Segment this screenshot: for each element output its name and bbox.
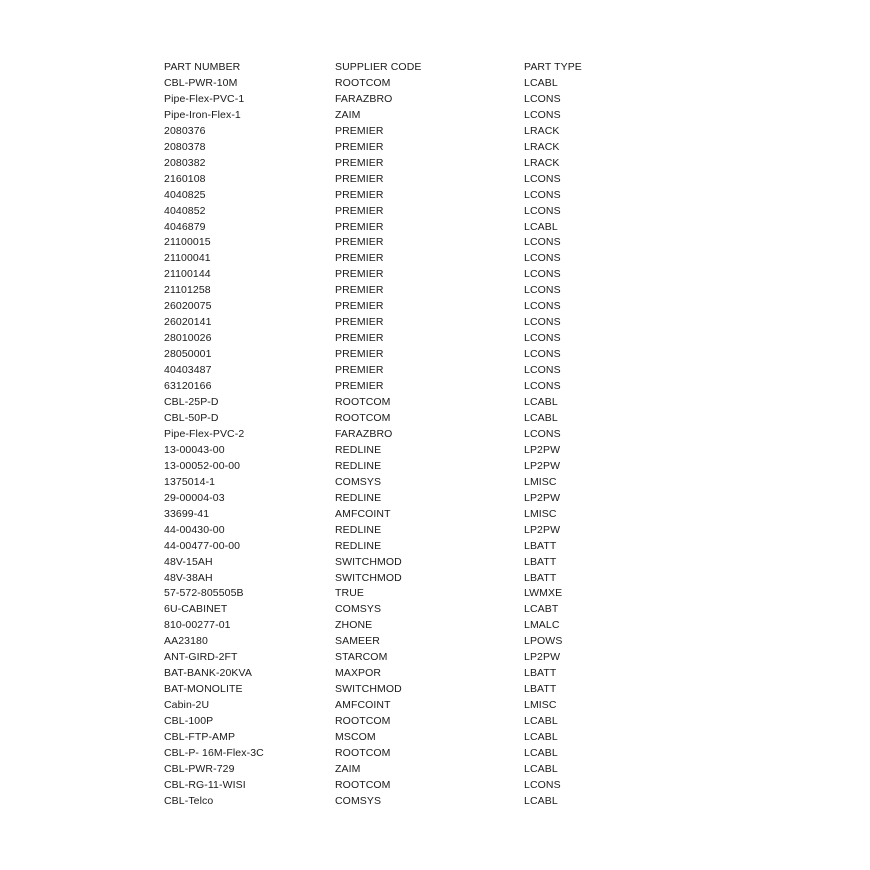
- table-row: [164, 140, 604, 156]
- table-row: [164, 682, 604, 698]
- part-number-cell: BAT-BANK-20KVA: [164, 667, 252, 680]
- supplier-code-cell: REDLINE: [335, 491, 382, 504]
- supplier-code-cell: PREMIER: [335, 380, 384, 393]
- part-type-cell: LCONS: [524, 92, 561, 105]
- supplier-code-cell: PREMIER: [335, 172, 384, 185]
- part-type-cell: LCABL: [524, 746, 558, 759]
- table-row: [164, 443, 604, 459]
- part-number-cell: CBL-PWR-729: [164, 762, 235, 775]
- table-row: [164, 411, 604, 427]
- part-number-cell: 21100015: [164, 236, 211, 249]
- table-row: [164, 618, 604, 634]
- supplier-code-cell: STARCOM: [335, 651, 388, 664]
- part-type-cell: LMALC: [524, 619, 560, 632]
- part-type-cell: LCONS: [524, 108, 561, 121]
- part-type-cell: LRACK: [524, 124, 560, 137]
- part-number-cell: 44-00477-00-00: [164, 539, 241, 552]
- part-number-cell: CBL-P- 16M-Flex-3C: [164, 746, 264, 759]
- part-type-cell: LCABL: [524, 715, 558, 728]
- supplier-code-cell: COMSYS: [335, 475, 382, 488]
- table-row: [164, 331, 604, 347]
- table-row: [164, 571, 604, 587]
- part-type-cell: LCABL: [524, 396, 558, 409]
- part-number-cell: 21101258: [164, 284, 211, 297]
- table-row: [164, 315, 604, 331]
- table-row: [164, 698, 604, 714]
- supplier-code-cell: ROOTCOM: [335, 411, 391, 424]
- supplier-code-cell: PREMIER: [335, 364, 384, 377]
- table-row: [164, 491, 604, 507]
- part-number-cell: 44-00430-00: [164, 523, 225, 536]
- supplier-code-cell: PREMIER: [335, 348, 384, 361]
- part-type-cell: LCABL: [524, 76, 558, 89]
- table-row: [164, 602, 604, 618]
- part-number-cell: CBL-100P: [164, 715, 214, 728]
- part-number-cell: 1375014-1: [164, 475, 216, 488]
- part-type-cell: LCONS: [524, 316, 561, 329]
- part-type-cell: LRACK: [524, 156, 560, 169]
- part-number-cell: 2080382: [164, 156, 206, 169]
- table-row: [164, 156, 604, 172]
- part-number-cell: BAT-MONOLITE: [164, 683, 243, 696]
- supplier-code-cell: ROOTCOM: [335, 396, 391, 409]
- part-type-cell: LCABL: [524, 794, 558, 807]
- part-number-cell: 2160108: [164, 172, 206, 185]
- table-row: [164, 762, 604, 778]
- part-type-cell: LP2PW: [524, 651, 561, 664]
- supplier-code-cell: PREMIER: [335, 284, 384, 297]
- supplier-code-cell: ROOTCOM: [335, 778, 391, 791]
- supplier-code-cell: FARAZBRO: [335, 427, 393, 440]
- part-number-cell: 2080378: [164, 140, 206, 153]
- part-number-cell: 28010026: [164, 332, 212, 345]
- part-number-cell: 26020141: [164, 316, 212, 329]
- table-row: [164, 267, 604, 283]
- part-type-cell: LCONS: [524, 364, 561, 377]
- part-number-cell: CBL-25P-D: [164, 396, 219, 409]
- part-number-cell: 63120166: [164, 380, 212, 393]
- part-type-cell: LCABL: [524, 411, 558, 424]
- table-row: [164, 108, 604, 124]
- part-number-cell: Pipe-Flex-PVC-2: [164, 427, 245, 440]
- table-row: [164, 188, 604, 204]
- supplier-code-cell: SWITCHMOD: [335, 555, 402, 568]
- supplier-code-cell: ZHONE: [335, 619, 373, 632]
- supplier-code-cell: PREMIER: [335, 316, 384, 329]
- supplier-code-cell: AMFCOINT: [335, 699, 391, 712]
- part-number-cell: Cabin-2U: [164, 699, 210, 712]
- part-number-cell: CBL-50P-D: [164, 411, 219, 424]
- supplier-code-cell: ROOTCOM: [335, 746, 391, 759]
- table-row: [164, 395, 604, 411]
- supplier-code-cell: COMSYS: [335, 603, 382, 616]
- table-row: [164, 92, 604, 108]
- supplier-code-cell: REDLINE: [335, 539, 382, 552]
- supplier-code-cell: PREMIER: [335, 188, 384, 201]
- part-type-cell: LCABT: [524, 603, 559, 616]
- table-row: [164, 507, 604, 523]
- header-row: [164, 60, 604, 76]
- table-row: [164, 794, 604, 810]
- part-number-cell: ANT-GIRD-2FT: [164, 651, 238, 664]
- part-number-cell: CBL-RG-11-WISI: [164, 778, 246, 791]
- table-row: [164, 363, 604, 379]
- part-number-cell: Pipe-Flex-PVC-1: [164, 92, 245, 105]
- part-type-cell: LCONS: [524, 300, 561, 313]
- supplier-code-cell: ZAIM: [335, 108, 361, 121]
- supplier-code-cell: REDLINE: [335, 459, 382, 472]
- part-number-cell: 29-00004-03: [164, 491, 225, 504]
- table-row: [164, 172, 604, 188]
- part-type-cell: LP2PW: [524, 443, 561, 456]
- part-type-cell: LBATT: [524, 539, 557, 552]
- part-number-cell: 810-00277-01: [164, 619, 231, 632]
- part-type-cell: LBATT: [524, 683, 557, 696]
- part-type-cell: LCABL: [524, 762, 558, 775]
- part-number-cell: Pipe-Iron-Flex-1: [164, 108, 241, 121]
- table-header: [164, 60, 604, 76]
- part-type-cell: LCONS: [524, 427, 561, 440]
- table-body: [164, 76, 604, 810]
- header-part-number: PART NUMBER: [164, 61, 241, 73]
- part-number-cell: 21100144: [164, 268, 211, 281]
- supplier-code-cell: COMSYS: [335, 794, 382, 807]
- table-row: [164, 650, 604, 666]
- part-number-cell: 4046879: [164, 220, 206, 233]
- part-number-cell: 40403487: [164, 364, 212, 377]
- part-type-cell: LCONS: [524, 348, 561, 361]
- supplier-code-cell: REDLINE: [335, 443, 382, 456]
- table-row: [164, 459, 604, 475]
- supplier-code-cell: SWITCHMOD: [335, 571, 402, 584]
- part-type-cell: LCONS: [524, 284, 561, 297]
- table-row: [164, 586, 604, 602]
- part-number-cell: 4040852: [164, 204, 206, 217]
- part-type-cell: LCONS: [524, 380, 561, 393]
- supplier-code-cell: PREMIER: [335, 252, 384, 265]
- part-type-cell: LMISC: [524, 699, 557, 712]
- part-number-cell: 48V-38AH: [164, 571, 213, 584]
- part-number-cell: 21100041: [164, 252, 211, 265]
- part-number-cell: 33699-41: [164, 507, 210, 520]
- table-row: [164, 555, 604, 571]
- supplier-code-cell: PREMIER: [335, 236, 384, 249]
- table-row: [164, 379, 604, 395]
- table-row: [164, 746, 604, 762]
- table-row: [164, 204, 604, 220]
- supplier-code-cell: PREMIER: [335, 332, 384, 345]
- part-number-cell: CBL-PWR-10M: [164, 76, 238, 89]
- part-number-cell: 6U-CABINET: [164, 603, 228, 616]
- part-number-cell: CBL-Telco: [164, 794, 214, 807]
- supplier-code-cell: REDLINE: [335, 523, 382, 536]
- supplier-code-cell: ROOTCOM: [335, 76, 391, 89]
- part-number-cell: AA23180: [164, 635, 208, 648]
- part-number-cell: 57-572-805505B: [164, 587, 244, 600]
- part-type-cell: LBATT: [524, 571, 557, 584]
- supplier-code-cell: PREMIER: [335, 156, 384, 169]
- part-type-cell: LRACK: [524, 140, 560, 153]
- part-type-cell: LCONS: [524, 236, 561, 249]
- part-number-cell: CBL-FTP-AMP: [164, 731, 236, 744]
- table-row: [164, 475, 604, 491]
- supplier-code-cell: PREMIER: [335, 124, 384, 137]
- part-number-cell: 13-00043-00: [164, 443, 225, 456]
- supplier-code-cell: PREMIER: [335, 140, 384, 153]
- table-row: [164, 778, 604, 794]
- part-type-cell: LP2PW: [524, 523, 561, 536]
- supplier-code-cell: PREMIER: [335, 220, 384, 233]
- table-row: [164, 220, 604, 236]
- supplier-code-cell: PREMIER: [335, 300, 384, 313]
- table-row: [164, 124, 604, 140]
- supplier-code-cell: PREMIER: [335, 204, 384, 217]
- part-type-cell: LCONS: [524, 252, 561, 265]
- part-type-cell: LP2PW: [524, 459, 561, 472]
- table-row: [164, 235, 604, 251]
- supplier-code-cell: SWITCHMOD: [335, 683, 402, 696]
- table-row: [164, 634, 604, 650]
- part-number-cell: 2080376: [164, 124, 206, 137]
- part-type-cell: LCABL: [524, 220, 558, 233]
- part-number-cell: 4040825: [164, 188, 206, 201]
- part-type-cell: LCABL: [524, 731, 558, 744]
- table-row: [164, 714, 604, 730]
- part-number-cell: 28050001: [164, 348, 212, 361]
- supplier-code-cell: MAXPOR: [335, 667, 382, 680]
- part-type-cell: LCONS: [524, 268, 561, 281]
- part-type-cell: LBATT: [524, 555, 557, 568]
- part-number-cell: 26020075: [164, 300, 212, 313]
- part-type-cell: LCONS: [524, 188, 561, 201]
- supplier-code-cell: AMFCOINT: [335, 507, 391, 520]
- supplier-code-cell: ZAIM: [335, 762, 361, 775]
- part-type-cell: LWMXE: [524, 587, 563, 600]
- parts-table: [164, 60, 604, 810]
- part-number-cell: 48V-15AH: [164, 555, 213, 568]
- part-type-cell: LCONS: [524, 332, 561, 345]
- table-row: [164, 299, 604, 315]
- part-number-cell: 13-00052-00-00: [164, 459, 241, 472]
- part-type-cell: LCONS: [524, 778, 561, 791]
- table-row: [164, 523, 604, 539]
- part-type-cell: LCONS: [524, 204, 561, 217]
- supplier-code-cell: MSCOM: [335, 731, 376, 744]
- part-type-cell: LP2PW: [524, 491, 561, 504]
- part-type-cell: LMISC: [524, 475, 557, 488]
- supplier-code-cell: PREMIER: [335, 268, 384, 281]
- table-row: [164, 730, 604, 746]
- part-type-cell: LPOWS: [524, 635, 563, 648]
- part-type-cell: LBATT: [524, 667, 557, 680]
- table-row: [164, 427, 604, 443]
- supplier-code-cell: FARAZBRO: [335, 92, 393, 105]
- header-supplier-code: SUPPLIER CODE: [335, 61, 422, 73]
- table-row: [164, 76, 604, 92]
- supplier-code-cell: ROOTCOM: [335, 715, 391, 728]
- table-row: [164, 539, 604, 555]
- supplier-code-cell: SAMEER: [335, 635, 380, 648]
- supplier-code-cell: TRUE: [335, 587, 364, 600]
- part-type-cell: LMISC: [524, 507, 557, 520]
- table-row: [164, 666, 604, 682]
- table-row: [164, 283, 604, 299]
- part-type-cell: LCONS: [524, 172, 561, 185]
- table-row: [164, 251, 604, 267]
- header-part-type: PART TYPE: [524, 61, 582, 73]
- table-row: [164, 347, 604, 363]
